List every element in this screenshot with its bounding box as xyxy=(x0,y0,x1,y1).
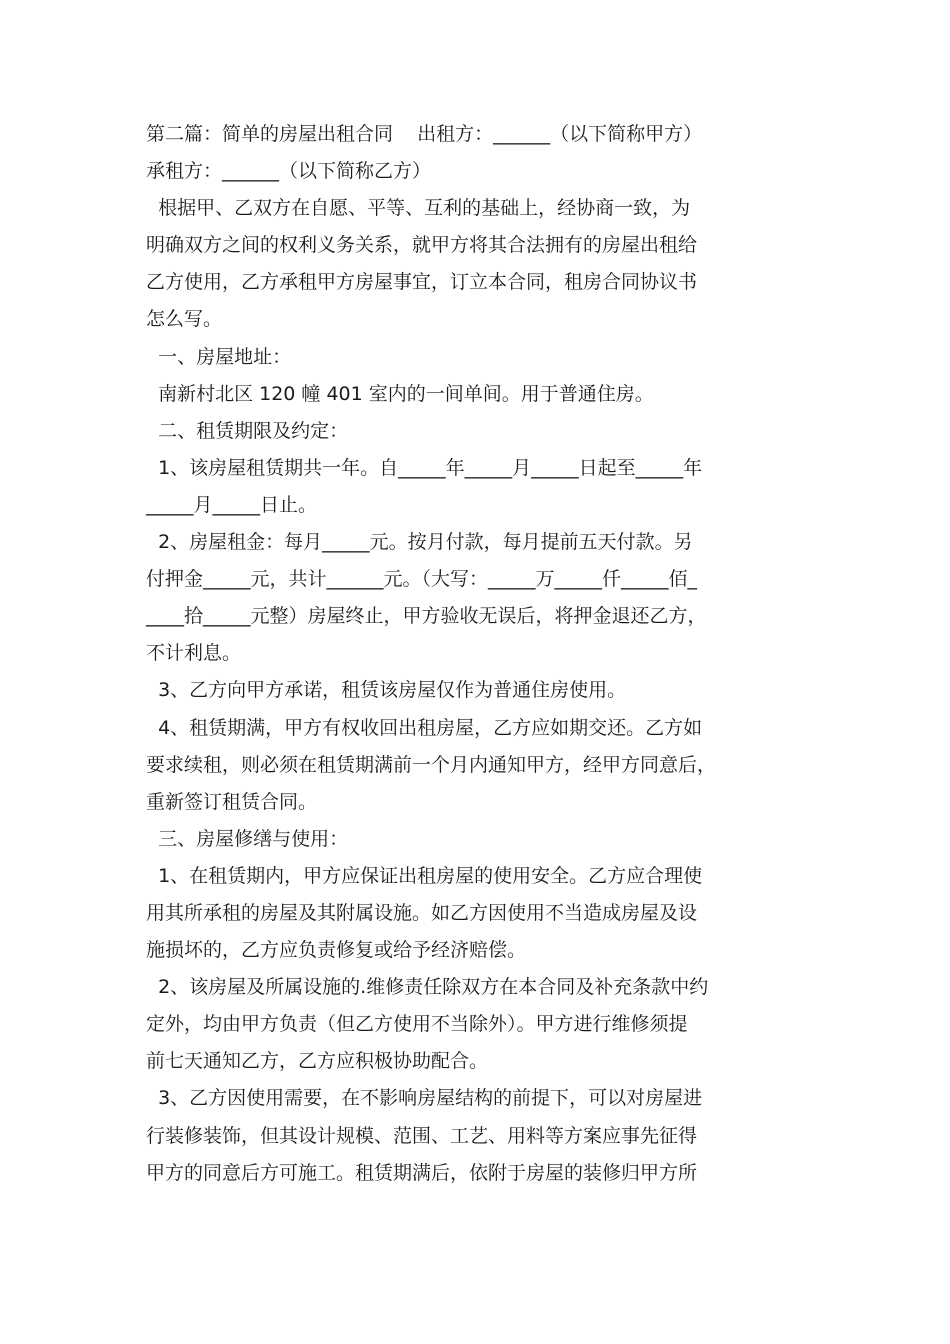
text-line: 怎么写。 xyxy=(146,308,223,331)
text-line: 4、租赁期满，甲方有权收回出租房屋，乙方应如期交还。乙方如 xyxy=(146,716,703,739)
text-line: 行装修装饰，但其设计规模、范围、工艺、用料等方案应事先征得 xyxy=(146,1124,698,1147)
text-line: 1、在租赁期内，甲方应保证出租房屋的使用安全。乙方应合理使 xyxy=(146,864,703,887)
text-line: 根据甲、乙双方在自愿、平等、互利的基础上，经协商一致，为 xyxy=(146,197,691,220)
text-line: 1、该房屋租赁期共一年。自_____年_____月_____日起至_____年 xyxy=(146,456,703,479)
text-line: 前七天通知乙方，乙方应积极协助配合。 xyxy=(146,1050,489,1073)
text-line-tenant: 承租方：______（以下简称乙方） xyxy=(146,160,432,183)
text-line: 施损坏的，乙方应负责修复或给予经济赔偿。 xyxy=(146,939,527,962)
text-line: 3、乙方向甲方承诺，租赁该房屋仅作为普通住房使用。 xyxy=(146,679,627,702)
text-line: 2、该房屋及所属设施的.维修责任除双方在本合同及补充条款中约 xyxy=(146,976,709,999)
section-heading-lease-term: 二、租赁期限及约定： xyxy=(146,419,349,442)
text-line: 要求续租，则必须在租赁期满前一个月内通知甲方，经甲方同意后， xyxy=(146,753,717,776)
text-line: 重新签订租赁合同。 xyxy=(146,790,318,813)
text-line: 甲方的同意后方可施工。租赁期满后，依附于房屋的装修归甲方所 xyxy=(146,1161,698,1184)
text-line: _____月_____日止。 xyxy=(146,493,318,516)
text-line-heading: 第二篇：简单的房屋出租合同 出租方：______（以下简称甲方） xyxy=(146,123,703,145)
section-heading-repair: 三、房屋修缮与使用： xyxy=(146,827,349,850)
text-line: 付押金_____元，共计______元。（大写：_____万_____仟_____佰_ xyxy=(146,568,698,591)
document-body xyxy=(146,116,814,1192)
section-heading-address: 一、房屋地址： xyxy=(146,345,292,368)
text-line: 不计利息。 xyxy=(146,642,242,665)
text-line: 2、房屋租金：每月_____元。按月付款，每月提前五天付款。另 xyxy=(146,531,693,554)
text-line-address: 南新村北区 120 幢 401 室内的一间单间。用于普通住房。 xyxy=(146,382,654,405)
text-line: ____拾_____元整）房屋终止，甲方验收无误后，将押金退还乙方， xyxy=(146,605,707,628)
text-line: 定外，均由甲方负责（但乙方使用不当除外）。甲方进行维修须提 xyxy=(146,1013,688,1036)
text-line: 用其所承租的房屋及其附属设施。如乙方因使用不当造成房屋及设 xyxy=(146,901,698,924)
text-line: 3、乙方因使用需要，在不影响房屋结构的前提下，可以对房屋进 xyxy=(146,1087,703,1110)
text-line: 明确双方之间的权利义务关系，就甲方将其合法拥有的房屋出租给 xyxy=(146,234,698,257)
text-line: 乙方使用，乙方承租甲方房屋事宜，订立本合同，租房合同协议书 xyxy=(146,271,698,294)
